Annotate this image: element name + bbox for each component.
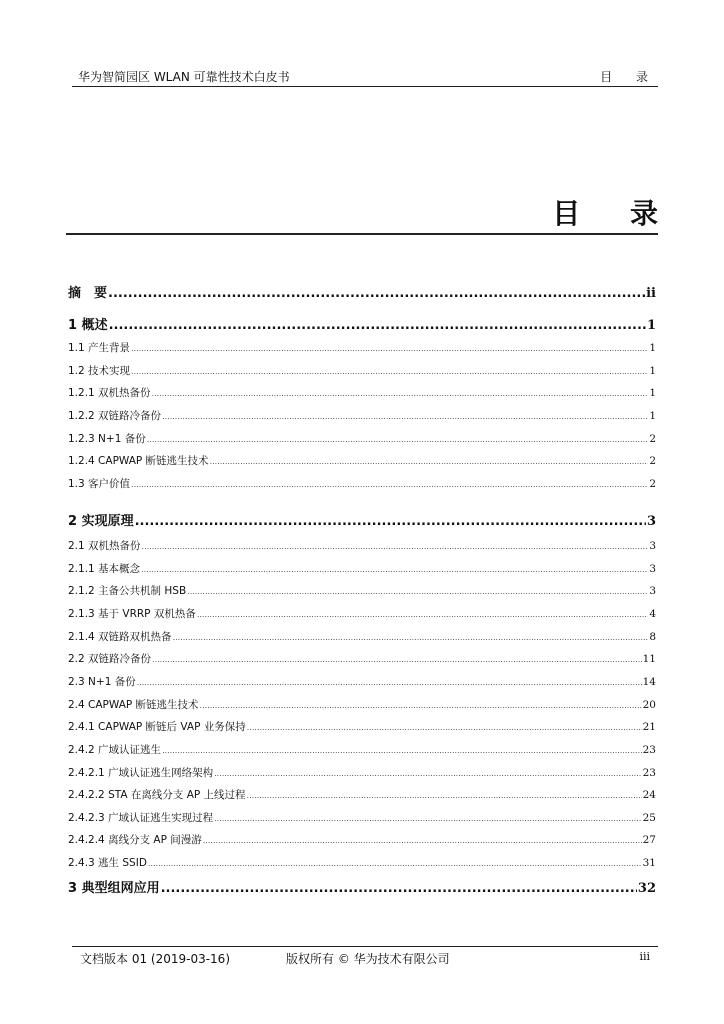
toc-entry-page: 4 bbox=[649, 607, 656, 620]
toc-entry-title: 1.1 产生背景 bbox=[68, 342, 131, 354]
toc-leader-dots bbox=[141, 565, 648, 574]
toc-entry-title: 1.3 客户价值 bbox=[68, 477, 131, 490]
toc-entry-title: 2.4.2.4 离线分支 AP 间漫游 bbox=[68, 834, 202, 847]
toc-entry-page: 1 bbox=[646, 318, 656, 333]
toc-entry-page: 1 bbox=[649, 364, 656, 377]
page-title: 目 录 bbox=[552, 197, 678, 230]
toc-entry-title: 2.4.2.3 广域认证逃生实现过程 bbox=[68, 811, 214, 824]
footer-version: 文档版本 01 (2019-03-16) bbox=[80, 952, 231, 966]
toc-entry[interactable] bbox=[68, 431, 656, 446]
toc-leader-dots bbox=[210, 457, 649, 466]
toc-entry-page: 2 bbox=[649, 455, 656, 468]
toc-entry-page: 11 bbox=[642, 653, 656, 666]
toc-leader-dots bbox=[131, 367, 648, 376]
toc-entry-page: 2 bbox=[649, 432, 656, 445]
toc-leader-dots bbox=[152, 389, 649, 398]
toc-entry[interactable] bbox=[68, 810, 656, 825]
toc-leader-dots bbox=[214, 769, 642, 778]
toc-entry-page: 20 bbox=[642, 698, 656, 711]
toc-leader-dots bbox=[131, 344, 648, 353]
toc-leader-dots bbox=[203, 836, 642, 845]
toc-leader-dots bbox=[162, 746, 642, 755]
toc-entry[interactable] bbox=[68, 697, 656, 712]
toc-entry[interactable] bbox=[68, 476, 656, 491]
toc-entry-page: 1 bbox=[649, 342, 656, 354]
toc-entry[interactable] bbox=[68, 787, 656, 802]
toc-entry-title: 1.2.2 双链路冷备份 bbox=[68, 409, 162, 422]
toc-entry[interactable] bbox=[68, 832, 656, 847]
title-divider bbox=[66, 233, 658, 235]
toc-leader-dots bbox=[173, 633, 649, 642]
toc-entry-page: 3 bbox=[649, 562, 656, 575]
toc-entry-title: 2.1.1 基本概念 bbox=[68, 562, 141, 575]
page-footer bbox=[72, 946, 658, 967]
toc-entry-page: 3 bbox=[649, 585, 656, 598]
toc-entry[interactable] bbox=[68, 651, 656, 666]
toc-entry[interactable] bbox=[68, 385, 656, 400]
toc-entry-title: 2.4.2 广域认证逃生 bbox=[68, 743, 162, 756]
toc-entry[interactable] bbox=[68, 510, 656, 529]
footer-page-number: iii bbox=[639, 950, 650, 963]
toc-entry[interactable] bbox=[68, 282, 656, 301]
toc-entry-page: 24 bbox=[642, 789, 656, 802]
toc-entry-title: 2.1.3 基于 VRRP 双机热备 bbox=[68, 607, 196, 620]
toc-entry-title: 2.4.3 逃生 SSID bbox=[68, 857, 147, 870]
toc-leader-dots bbox=[148, 859, 642, 868]
toc-entry-page: 23 bbox=[642, 743, 656, 756]
toc-entry[interactable] bbox=[68, 408, 656, 423]
toc-entry[interactable] bbox=[68, 674, 656, 689]
toc-leader-dots bbox=[187, 587, 648, 596]
toc-entry-title: 2.1.2 主备公共机制 HSB bbox=[68, 585, 187, 598]
toc-entry-page: 32 bbox=[637, 881, 656, 896]
toc-entry-page: ii bbox=[646, 286, 656, 301]
toc-entry-title: 摘 要 bbox=[68, 286, 108, 301]
toc-entry[interactable] bbox=[68, 538, 656, 553]
toc-leader-dots bbox=[137, 678, 642, 687]
toc-leader-dots bbox=[147, 435, 649, 444]
toc-entry[interactable] bbox=[68, 363, 656, 378]
toc-entry-title: 1 概述 bbox=[68, 318, 108, 333]
toc-leader-dots bbox=[108, 286, 645, 301]
toc-entry[interactable] bbox=[68, 855, 656, 870]
toc-entry-page: 2 bbox=[649, 477, 656, 490]
toc-entry-title: 2.2 双链路冷备份 bbox=[68, 653, 152, 666]
toc-entry-title: 2.1 双机热备份 bbox=[68, 540, 141, 552]
toc-entry[interactable] bbox=[68, 877, 656, 896]
toc-leader-dots bbox=[152, 655, 642, 664]
toc-entry-page: 25 bbox=[642, 811, 656, 824]
toc-entry-title: 2.1.4 双链路双机热备 bbox=[68, 630, 172, 643]
toc-leader-dots bbox=[109, 318, 646, 333]
toc-entry-title: 2 实现原理 bbox=[68, 514, 134, 529]
header-doc-title: 华为智简园区 WLAN 可靠性技术白皮书 bbox=[78, 70, 290, 84]
toc-entry-page: 8 bbox=[649, 630, 656, 643]
toc-entry-page: 23 bbox=[642, 766, 656, 779]
toc-entry-page: 14 bbox=[642, 675, 656, 688]
toc-entry-title: 3 典型组网应用 bbox=[68, 881, 160, 896]
toc-entry[interactable] bbox=[68, 340, 656, 355]
toc-leader-dots bbox=[162, 412, 648, 421]
toc-entry[interactable] bbox=[68, 606, 656, 621]
toc-entry-title: 2.4.1 CAPWAP 断链后 VAP 业务保持 bbox=[68, 721, 246, 734]
toc-leader-dots bbox=[200, 701, 642, 710]
toc-entry-title: 1.2 技术实现 bbox=[68, 364, 131, 377]
toc-entry[interactable] bbox=[68, 719, 656, 734]
toc-entry-page: 21 bbox=[642, 721, 656, 734]
toc-entry-page: 3 bbox=[649, 540, 656, 552]
toc-entry-page: 31 bbox=[642, 857, 656, 870]
toc-leader-dots bbox=[161, 881, 637, 896]
toc-leader-dots bbox=[247, 791, 642, 800]
page-header bbox=[72, 66, 658, 87]
toc-entry-title: 2.4.2.1 广域认证逃生网络架构 bbox=[68, 766, 214, 779]
toc-entry-page: 1 bbox=[649, 409, 656, 422]
toc-entry-title: 1.2.1 双机热备份 bbox=[68, 387, 151, 400]
toc-entry[interactable] bbox=[68, 561, 656, 576]
toc-leader-dots bbox=[131, 480, 648, 489]
toc-leader-dots bbox=[135, 514, 646, 529]
toc-entry-page: 27 bbox=[642, 834, 656, 847]
toc-entry-title: 2.4 CAPWAP 断链逃生技术 bbox=[68, 698, 199, 711]
toc-entry-page: 1 bbox=[649, 387, 656, 400]
toc-entry[interactable] bbox=[68, 314, 656, 333]
toc-entry-title: 2.3 N+1 备份 bbox=[68, 675, 136, 688]
toc-entry[interactable] bbox=[68, 765, 656, 780]
toc-entry-title: 1.2.4 CAPWAP 断链逃生技术 bbox=[68, 455, 209, 468]
toc-entry[interactable] bbox=[68, 629, 656, 644]
footer-copyright: 版权所有 © 华为技术有限公司 bbox=[286, 952, 450, 966]
header-section: 目 录 bbox=[600, 70, 658, 84]
toc-leader-dots bbox=[247, 723, 642, 732]
toc-leader-dots bbox=[197, 610, 648, 619]
toc-leader-dots bbox=[142, 542, 649, 551]
toc-entry-title: 2.4.2.2 STA 在离线分支 AP 上线过程 bbox=[68, 789, 246, 802]
toc-entry[interactable] bbox=[68, 742, 656, 757]
toc-leader-dots bbox=[214, 814, 642, 823]
toc-entry[interactable] bbox=[68, 583, 656, 598]
toc-entry-title: 1.2.3 N+1 备份 bbox=[68, 432, 146, 445]
toc-entry-page: 3 bbox=[646, 514, 656, 529]
toc-entry[interactable] bbox=[68, 453, 656, 468]
